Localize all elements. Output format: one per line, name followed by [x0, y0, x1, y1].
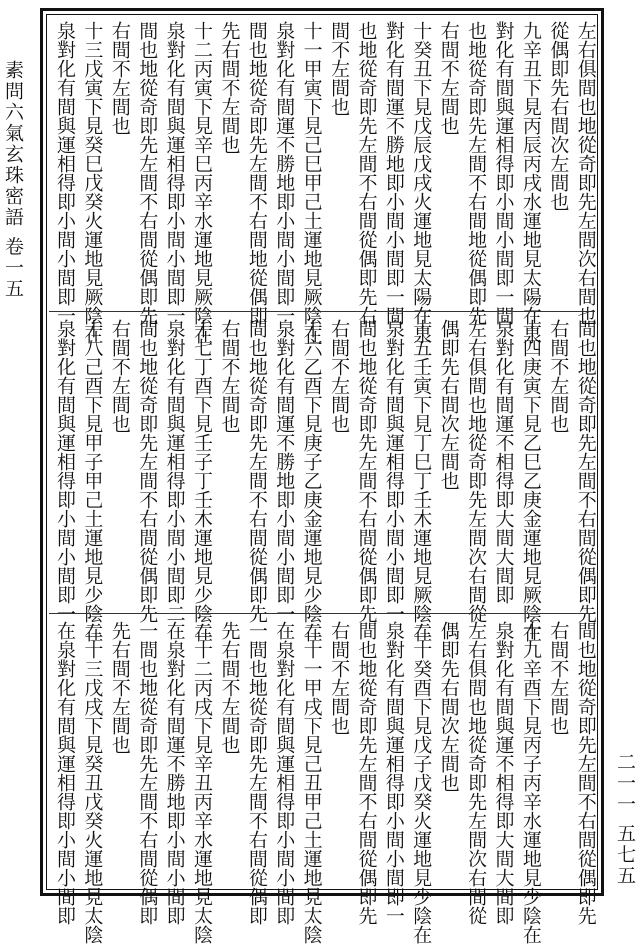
- text-column: 右間不左間也: [547, 319, 570, 433]
- text-column: 九辛丑下見丙辰丙戌水運地見太陽在泉: [519, 21, 542, 344]
- text-column: 十八己酉下見甲子甲己土運地見少陰在: [81, 319, 104, 642]
- text-column: 一間也地從奇即先左間不右間從偶即: [136, 621, 159, 925]
- text-column: 十五壬寅下見丁巳丁壬木運地見厥陰在: [410, 319, 433, 642]
- text-column: 偶即先右間次左間也: [437, 621, 460, 792]
- text-column: 在泉對化有間與運相得即小間小間即: [54, 621, 76, 925]
- text-column: 右間不左間也: [547, 621, 570, 735]
- text-column: 先右間不左間也: [108, 621, 131, 754]
- volume-title-margin: 素問六氣玄珠密語 卷一五: [2, 60, 24, 300]
- panel-divider: [49, 613, 595, 614]
- panel-divider: [49, 311, 595, 312]
- text-column: 泉對化有間運不勝地即小間小間即一: [273, 319, 296, 623]
- text-column: 間也地從奇即先左間不右間從偶即先: [136, 21, 159, 325]
- text-column: 二十二丙戌下見辛丑丙辛水運地見太陰: [191, 621, 214, 944]
- text-column: 先右間不左間也: [218, 621, 241, 754]
- text-column: 左右俱間也地從奇即先左間次右間從: [465, 319, 488, 623]
- text-column: 也地從奇即先左間不右間地從偶即先: [465, 21, 488, 325]
- text-column: 泉對化有間與運相得即小間小間即二: [163, 319, 186, 623]
- text-column: 間也地從奇即先左間不右間從偶即先: [355, 621, 378, 925]
- text-panel-bottom: [51, 621, 599, 944]
- text-column: 泉對化有間與運相得即小間小間即一: [54, 21, 76, 325]
- text-column: 一間也地從奇即先左間不右間從偶即: [245, 621, 268, 925]
- text-column: 泉對化有間與運相得即小間小間即一: [382, 319, 405, 623]
- text-column: 泉對化有間與運相得即小間小間即一: [163, 21, 186, 325]
- text-column: 二十癸酉下見戊子戊癸火運地見少陰在: [410, 621, 433, 944]
- text-column: 也地從奇即先左間不右間從偶即先右: [355, 21, 378, 325]
- text-column: 泉對化有間與運不相得即大間大間即: [492, 621, 515, 925]
- text-column: 二十一甲戌下見己丑甲己土運地見太陰: [300, 621, 323, 944]
- text-column: 間也地從奇即先左間不右間從偶即先: [355, 319, 378, 623]
- text-column: 間不左間也: [328, 21, 351, 116]
- text-column: 右間不左間也: [328, 621, 351, 735]
- text-column: 十七丁酉下見壬子丁壬木運地見少陰在: [191, 319, 214, 642]
- text-column: 十九辛酉下見丙子丙辛水運地見少陰在: [519, 621, 542, 944]
- text-column: 泉對化有間運不勝地即小間小間即一: [273, 21, 296, 325]
- text-column: 間也地從奇即先左間不右間從偶即先: [245, 319, 268, 623]
- text-column: 左右俱間也地從奇即先左間次右間也: [574, 21, 597, 325]
- text-panel-top: [51, 21, 599, 344]
- page-number-margin: 二一一 五七五: [614, 752, 636, 887]
- text-column: 偶即先右間次左間也: [437, 319, 460, 490]
- text-column: 十一甲寅下見己巳甲己土運地見厥陰在: [300, 21, 323, 344]
- text-column: 泉對化有間與運相得即小間小間即一: [382, 621, 405, 925]
- text-column: 十二丙寅下見辛巳丙辛水運地見厥陰在: [191, 21, 214, 344]
- text-column: 先右間不左間也: [218, 21, 241, 154]
- text-column: 間也地從奇即先左間不右間地從偶即: [245, 21, 268, 325]
- text-column: 十四庚寅下見乙巳乙庚金運地見厥陰在: [519, 319, 542, 642]
- text-column: 十三戊寅下見癸巳戊癸火運地見厥陰在: [81, 21, 104, 344]
- text-column: 右間不左間也: [108, 21, 131, 135]
- text-panel-middle: [51, 319, 599, 642]
- text-column: 間也地從奇即先左間不右間從偶即先: [574, 621, 597, 925]
- text-column: 十癸丑下見戊辰戊戌火運地見太陽在泉: [410, 21, 433, 344]
- text-column: 在泉對化有間運不勝地即小間小間即: [163, 621, 186, 925]
- text-column: 右間不左間也: [328, 319, 351, 433]
- text-column: 二十三戊戌下見癸丑戊癸火運地見太陰: [81, 621, 104, 944]
- text-column: 從偶即先右間次左間也: [547, 21, 570, 211]
- text-column: 在泉對化有間與運相得即小間小間即: [273, 621, 296, 925]
- text-column: 右間不左間也: [437, 21, 460, 135]
- text-frame: [40, 8, 604, 944]
- text-column: 間也地從奇即先左間不右間從偶即先: [136, 319, 159, 623]
- text-column: 泉對化有間運不相得即大間大間即: [492, 319, 515, 604]
- text-column: 對化有間與運相得即小間小間即一間: [492, 21, 515, 325]
- text-column: 十六乙酉下見庚子乙庚金運地見少陰在: [300, 319, 323, 642]
- text-column: 對化有間運不勝地即小間小間即一間: [382, 21, 405, 325]
- text-column: 右間不左間也: [108, 319, 131, 433]
- text-column: 泉對化有間與運相得即小間小間即一: [54, 319, 76, 623]
- text-column: 右間不左間也: [218, 319, 241, 433]
- text-column: 間也地從奇即先左間不右間從偶即先: [574, 319, 597, 623]
- text-column: 左右俱間也地從奇即先左間次右間從: [465, 621, 488, 925]
